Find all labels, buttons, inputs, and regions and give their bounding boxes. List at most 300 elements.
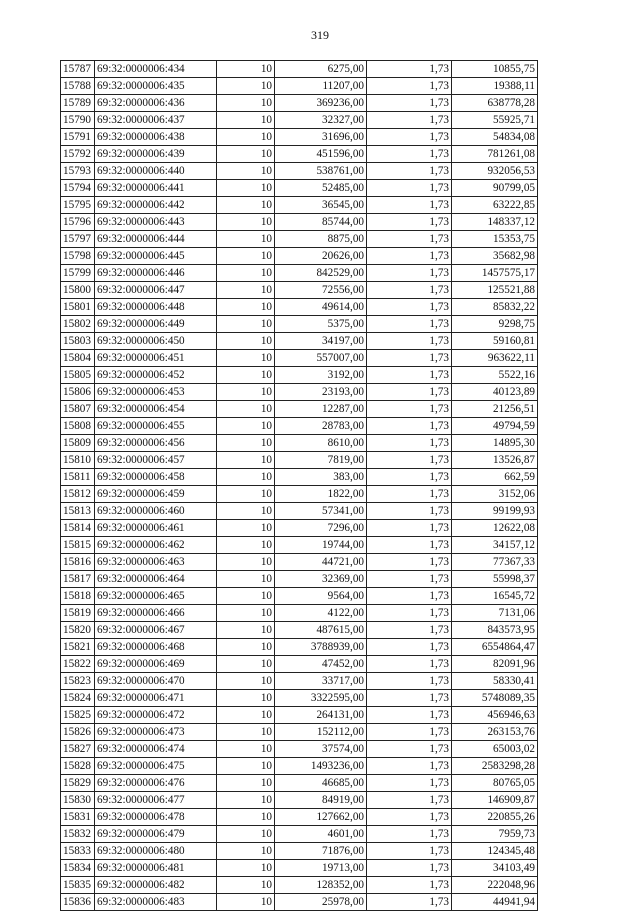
value-cell: 781261,08 <box>452 146 538 163</box>
page-number: 319 <box>311 28 329 42</box>
value-cell: 14895,30 <box>452 435 538 452</box>
rate-cell: 10 <box>217 656 275 673</box>
rate-cell: 10 <box>217 537 275 554</box>
cadastral-number-cell: 69:32:0000006:471 <box>95 690 217 707</box>
row-number-cell: 15835 <box>61 877 95 894</box>
area-cell: 19713,00 <box>275 860 367 877</box>
value-cell: 2583298,28 <box>452 758 538 775</box>
rate-cell: 10 <box>217 605 275 622</box>
area-cell: 383,00 <box>275 469 367 486</box>
rate-cell: 10 <box>217 384 275 401</box>
table-row <box>61 741 538 758</box>
row-number-cell: 15823 <box>61 673 95 690</box>
value-cell: 5522,16 <box>452 367 538 384</box>
table-row <box>61 622 538 639</box>
rate-cell: 10 <box>217 95 275 112</box>
table-row <box>61 826 538 843</box>
cadastral-number-cell: 69:32:0000006:461 <box>95 520 217 537</box>
coefficient-cell: 1,73 <box>367 418 452 435</box>
table-row <box>61 384 538 401</box>
cadastral-number-cell: 69:32:0000006:472 <box>95 707 217 724</box>
value-cell: 843573,95 <box>452 622 538 639</box>
rate-cell: 10 <box>217 707 275 724</box>
value-cell: 63222,85 <box>452 197 538 214</box>
area-cell: 4601,00 <box>275 826 367 843</box>
value-cell: 10855,75 <box>452 61 538 78</box>
area-cell: 842529,00 <box>275 265 367 282</box>
table-row <box>61 792 538 809</box>
row-number-cell: 15787 <box>61 61 95 78</box>
cadastral-number-cell: 69:32:0000006:481 <box>95 860 217 877</box>
cadastral-number-cell: 69:32:0000006:479 <box>95 826 217 843</box>
coefficient-cell: 1,73 <box>367 690 452 707</box>
row-number-cell: 15813 <box>61 503 95 520</box>
row-number-cell: 15788 <box>61 78 95 95</box>
coefficient-cell: 1,73 <box>367 401 452 418</box>
value-cell: 7959,73 <box>452 826 538 843</box>
row-number-cell: 15808 <box>61 418 95 435</box>
table-row <box>61 843 538 860</box>
cadastral-number-cell: 69:32:0000006:437 <box>95 112 217 129</box>
table-row <box>61 588 538 605</box>
area-cell: 85744,00 <box>275 214 367 231</box>
table-row <box>61 775 538 792</box>
rate-cell: 10 <box>217 588 275 605</box>
value-cell: 963622,11 <box>452 350 538 367</box>
value-cell: 34157,12 <box>452 537 538 554</box>
value-cell: 55925,71 <box>452 112 538 129</box>
row-number-cell: 15793 <box>61 163 95 180</box>
table-row <box>61 860 538 877</box>
rate-cell: 10 <box>217 860 275 877</box>
row-number-cell: 15828 <box>61 758 95 775</box>
row-number-cell: 15803 <box>61 333 95 350</box>
row-number-cell: 15797 <box>61 231 95 248</box>
rate-cell: 10 <box>217 571 275 588</box>
coefficient-cell: 1,73 <box>367 809 452 826</box>
value-cell: 7131,06 <box>452 605 538 622</box>
cadastral-number-cell: 69:32:0000006:464 <box>95 571 217 588</box>
cadastral-number-cell: 69:32:0000006:446 <box>95 265 217 282</box>
rate-cell: 10 <box>217 350 275 367</box>
cadastral-number-cell: 69:32:0000006:467 <box>95 622 217 639</box>
table-row <box>61 690 538 707</box>
value-cell: 15353,75 <box>452 231 538 248</box>
row-number-cell: 15802 <box>61 316 95 333</box>
cadastral-number-cell: 69:32:0000006:452 <box>95 367 217 384</box>
area-cell: 369236,00 <box>275 95 367 112</box>
row-number-cell: 15800 <box>61 282 95 299</box>
cadastral-number-cell: 69:32:0000006:455 <box>95 418 217 435</box>
row-number-cell: 15799 <box>61 265 95 282</box>
area-cell: 44721,00 <box>275 554 367 571</box>
rate-cell: 10 <box>217 333 275 350</box>
area-cell: 34197,00 <box>275 333 367 350</box>
row-number-cell: 15804 <box>61 350 95 367</box>
cadastral-number-cell: 69:32:0000006:468 <box>95 639 217 656</box>
rate-cell: 10 <box>217 197 275 214</box>
table-row <box>61 265 538 282</box>
cadastral-number-cell: 69:32:0000006:456 <box>95 435 217 452</box>
coefficient-cell: 1,73 <box>367 486 452 503</box>
rate-cell: 10 <box>217 520 275 537</box>
cadastral-number-cell: 69:32:0000006:482 <box>95 877 217 894</box>
coefficient-cell: 1,73 <box>367 350 452 367</box>
rate-cell: 10 <box>217 741 275 758</box>
table-row <box>61 129 538 146</box>
row-number-cell: 15836 <box>61 894 95 911</box>
row-number-cell: 15809 <box>61 435 95 452</box>
value-cell: 35682,98 <box>452 248 538 265</box>
row-number-cell: 15819 <box>61 605 95 622</box>
value-cell: 13526,87 <box>452 452 538 469</box>
table-row <box>61 95 538 112</box>
area-cell: 57341,00 <box>275 503 367 520</box>
rate-cell: 10 <box>217 503 275 520</box>
rate-cell: 10 <box>217 894 275 911</box>
area-cell: 32327,00 <box>275 112 367 129</box>
area-cell: 6275,00 <box>275 61 367 78</box>
area-cell: 37574,00 <box>275 741 367 758</box>
row-number-cell: 15796 <box>61 214 95 231</box>
coefficient-cell: 1,73 <box>367 180 452 197</box>
table-row <box>61 333 538 350</box>
area-cell: 1493236,00 <box>275 758 367 775</box>
value-cell: 9298,75 <box>452 316 538 333</box>
area-cell: 127662,00 <box>275 809 367 826</box>
value-cell: 12622,08 <box>452 520 538 537</box>
coefficient-cell: 1,73 <box>367 112 452 129</box>
table-row <box>61 61 538 78</box>
rate-cell: 10 <box>217 78 275 95</box>
rate-cell: 10 <box>217 775 275 792</box>
coefficient-cell: 1,73 <box>367 639 452 656</box>
value-cell: 58330,41 <box>452 673 538 690</box>
cadastral-number-cell: 69:32:0000006:474 <box>95 741 217 758</box>
rate-cell: 10 <box>217 690 275 707</box>
coefficient-cell: 1,73 <box>367 282 452 299</box>
table-row <box>61 639 538 656</box>
area-cell: 36545,00 <box>275 197 367 214</box>
table-row <box>61 231 538 248</box>
coefficient-cell: 1,73 <box>367 197 452 214</box>
rate-cell: 10 <box>217 61 275 78</box>
value-cell: 638778,28 <box>452 95 538 112</box>
row-number-cell: 15834 <box>61 860 95 877</box>
table-row <box>61 350 538 367</box>
area-cell: 264131,00 <box>275 707 367 724</box>
cadastral-number-cell: 69:32:0000006:435 <box>95 78 217 95</box>
row-number-cell: 15817 <box>61 571 95 588</box>
area-cell: 25978,00 <box>275 894 367 911</box>
area-cell: 557007,00 <box>275 350 367 367</box>
cadastral-number-cell: 69:32:0000006:444 <box>95 231 217 248</box>
rate-cell: 10 <box>217 554 275 571</box>
cadastral-number-cell: 69:32:0000006:441 <box>95 180 217 197</box>
coefficient-cell: 1,73 <box>367 894 452 911</box>
cadastral-number-cell: 69:32:0000006:448 <box>95 299 217 316</box>
area-cell: 3788939,00 <box>275 639 367 656</box>
cadastral-number-cell: 69:32:0000006:466 <box>95 605 217 622</box>
area-cell: 538761,00 <box>275 163 367 180</box>
rate-cell: 10 <box>217 214 275 231</box>
rate-cell: 10 <box>217 843 275 860</box>
row-number-cell: 15831 <box>61 809 95 826</box>
table-row <box>61 486 538 503</box>
table-row <box>61 571 538 588</box>
rate-cell: 10 <box>217 469 275 486</box>
area-cell: 128352,00 <box>275 877 367 894</box>
value-cell: 21256,51 <box>452 401 538 418</box>
rate-cell: 10 <box>217 316 275 333</box>
table-row <box>61 367 538 384</box>
rate-cell: 10 <box>217 367 275 384</box>
cadastral-number-cell: 69:32:0000006:476 <box>95 775 217 792</box>
rate-cell: 10 <box>217 418 275 435</box>
value-cell: 125521,88 <box>452 282 538 299</box>
coefficient-cell: 1,73 <box>367 758 452 775</box>
area-cell: 12287,00 <box>275 401 367 418</box>
cadastral-number-cell: 69:32:0000006:447 <box>95 282 217 299</box>
value-cell: 222048,96 <box>452 877 538 894</box>
row-number-cell: 15791 <box>61 129 95 146</box>
land-plot-table <box>60 60 538 911</box>
value-cell: 55998,37 <box>452 571 538 588</box>
row-number-cell: 15794 <box>61 180 95 197</box>
coefficient-cell: 1,73 <box>367 163 452 180</box>
cadastral-number-cell: 69:32:0000006:434 <box>95 61 217 78</box>
coefficient-cell: 1,73 <box>367 78 452 95</box>
coefficient-cell: 1,73 <box>367 316 452 333</box>
rate-cell: 10 <box>217 758 275 775</box>
rate-cell: 10 <box>217 401 275 418</box>
coefficient-cell: 1,73 <box>367 214 452 231</box>
table-row <box>61 673 538 690</box>
cadastral-number-cell: 69:32:0000006:451 <box>95 350 217 367</box>
row-number-cell: 15826 <box>61 724 95 741</box>
table-row <box>61 316 538 333</box>
table-row <box>61 248 538 265</box>
coefficient-cell: 1,73 <box>367 622 452 639</box>
value-cell: 1457575,17 <box>452 265 538 282</box>
area-cell: 71876,00 <box>275 843 367 860</box>
value-cell: 34103,49 <box>452 860 538 877</box>
cadastral-number-cell: 69:32:0000006:457 <box>95 452 217 469</box>
area-cell: 84919,00 <box>275 792 367 809</box>
table-row <box>61 656 538 673</box>
rate-cell: 10 <box>217 265 275 282</box>
row-number-cell: 15829 <box>61 775 95 792</box>
cadastral-number-cell: 69:32:0000006:436 <box>95 95 217 112</box>
coefficient-cell: 1,73 <box>367 775 452 792</box>
row-number-cell: 15820 <box>61 622 95 639</box>
value-cell: 80765,05 <box>452 775 538 792</box>
row-number-cell: 15833 <box>61 843 95 860</box>
cadastral-number-cell: 69:32:0000006:440 <box>95 163 217 180</box>
coefficient-cell: 1,73 <box>367 554 452 571</box>
coefficient-cell: 1,73 <box>367 384 452 401</box>
coefficient-cell: 1,73 <box>367 503 452 520</box>
area-cell: 3192,00 <box>275 367 367 384</box>
cadastral-number-cell: 69:32:0000006:477 <box>95 792 217 809</box>
coefficient-cell: 1,73 <box>367 61 452 78</box>
row-number-cell: 15806 <box>61 384 95 401</box>
area-cell: 7819,00 <box>275 452 367 469</box>
area-cell: 31696,00 <box>275 129 367 146</box>
rate-cell: 10 <box>217 163 275 180</box>
area-cell: 5375,00 <box>275 316 367 333</box>
cadastral-number-cell: 69:32:0000006:459 <box>95 486 217 503</box>
row-number-cell: 15795 <box>61 197 95 214</box>
coefficient-cell: 1,73 <box>367 231 452 248</box>
row-number-cell: 15812 <box>61 486 95 503</box>
value-cell: 82091,96 <box>452 656 538 673</box>
value-cell: 90799,05 <box>452 180 538 197</box>
cadastral-number-cell: 69:32:0000006:483 <box>95 894 217 911</box>
table-row <box>61 214 538 231</box>
row-number-cell: 15818 <box>61 588 95 605</box>
value-cell: 65003,02 <box>452 741 538 758</box>
table-row <box>61 180 538 197</box>
coefficient-cell: 1,73 <box>367 605 452 622</box>
table-row <box>61 605 538 622</box>
row-number-cell: 15798 <box>61 248 95 265</box>
table-row <box>61 758 538 775</box>
table-row <box>61 112 538 129</box>
coefficient-cell: 1,73 <box>367 877 452 894</box>
coefficient-cell: 1,73 <box>367 724 452 741</box>
value-cell: 124345,48 <box>452 843 538 860</box>
coefficient-cell: 1,73 <box>367 656 452 673</box>
area-cell: 32369,00 <box>275 571 367 588</box>
row-number-cell: 15822 <box>61 656 95 673</box>
table-row <box>61 197 538 214</box>
coefficient-cell: 1,73 <box>367 741 452 758</box>
area-cell: 4122,00 <box>275 605 367 622</box>
rate-cell: 10 <box>217 877 275 894</box>
cadastral-number-cell: 69:32:0000006:480 <box>95 843 217 860</box>
table-row <box>61 146 538 163</box>
rate-cell: 10 <box>217 299 275 316</box>
table-row <box>61 435 538 452</box>
row-number-cell: 15824 <box>61 690 95 707</box>
rate-cell: 10 <box>217 639 275 656</box>
cadastral-number-cell: 69:32:0000006:445 <box>95 248 217 265</box>
coefficient-cell: 1,73 <box>367 248 452 265</box>
table-row <box>61 537 538 554</box>
rate-cell: 10 <box>217 112 275 129</box>
value-cell: 99199,93 <box>452 503 538 520</box>
coefficient-cell: 1,73 <box>367 707 452 724</box>
coefficient-cell: 1,73 <box>367 452 452 469</box>
table-row <box>61 401 538 418</box>
coefficient-cell: 1,73 <box>367 265 452 282</box>
row-number-cell: 15789 <box>61 95 95 112</box>
row-number-cell: 15825 <box>61 707 95 724</box>
area-cell: 28783,00 <box>275 418 367 435</box>
area-cell: 1822,00 <box>275 486 367 503</box>
cadastral-number-cell: 69:32:0000006:438 <box>95 129 217 146</box>
rate-cell: 10 <box>217 282 275 299</box>
rate-cell: 10 <box>217 248 275 265</box>
area-cell: 451596,00 <box>275 146 367 163</box>
area-cell: 11207,00 <box>275 78 367 95</box>
cadastral-number-cell: 69:32:0000006:478 <box>95 809 217 826</box>
row-number-cell: 15811 <box>61 469 95 486</box>
coefficient-cell: 1,73 <box>367 367 452 384</box>
value-cell: 44941,94 <box>452 894 538 911</box>
rate-cell: 10 <box>217 809 275 826</box>
area-cell: 33717,00 <box>275 673 367 690</box>
row-number-cell: 15827 <box>61 741 95 758</box>
coefficient-cell: 1,73 <box>367 520 452 537</box>
coefficient-cell: 1,73 <box>367 435 452 452</box>
cadastral-number-cell: 69:32:0000006:450 <box>95 333 217 350</box>
cadastral-number-cell: 69:32:0000006:458 <box>95 469 217 486</box>
row-number-cell: 15807 <box>61 401 95 418</box>
table-row <box>61 282 538 299</box>
coefficient-cell: 1,73 <box>367 792 452 809</box>
area-cell: 46685,00 <box>275 775 367 792</box>
area-cell: 9564,00 <box>275 588 367 605</box>
rate-cell: 10 <box>217 826 275 843</box>
row-number-cell: 15792 <box>61 146 95 163</box>
row-number-cell: 15815 <box>61 537 95 554</box>
coefficient-cell: 1,73 <box>367 333 452 350</box>
coefficient-cell: 1,73 <box>367 469 452 486</box>
table-row <box>61 554 538 571</box>
rate-cell: 10 <box>217 792 275 809</box>
coefficient-cell: 1,73 <box>367 537 452 554</box>
coefficient-cell: 1,73 <box>367 299 452 316</box>
area-cell: 23193,00 <box>275 384 367 401</box>
value-cell: 54834,08 <box>452 129 538 146</box>
table-row <box>61 724 538 741</box>
row-number-cell: 15832 <box>61 826 95 843</box>
cadastral-number-cell: 69:32:0000006:449 <box>95 316 217 333</box>
row-number-cell: 15810 <box>61 452 95 469</box>
area-cell: 8875,00 <box>275 231 367 248</box>
table-row <box>61 707 538 724</box>
table-row <box>61 78 538 95</box>
cadastral-number-cell: 69:32:0000006:453 <box>95 384 217 401</box>
table-row <box>61 418 538 435</box>
rate-cell: 10 <box>217 622 275 639</box>
rate-cell: 10 <box>217 452 275 469</box>
rate-cell: 10 <box>217 486 275 503</box>
table-row <box>61 894 538 911</box>
area-cell: 52485,00 <box>275 180 367 197</box>
value-cell: 662,59 <box>452 469 538 486</box>
table-row <box>61 163 538 180</box>
value-cell: 148337,12 <box>452 214 538 231</box>
table-row <box>61 452 538 469</box>
value-cell: 932056,53 <box>452 163 538 180</box>
table-row <box>61 809 538 826</box>
rate-cell: 10 <box>217 146 275 163</box>
value-cell: 19388,11 <box>452 78 538 95</box>
coefficient-cell: 1,73 <box>367 146 452 163</box>
area-cell: 3322595,00 <box>275 690 367 707</box>
coefficient-cell: 1,73 <box>367 588 452 605</box>
cadastral-number-cell: 69:32:0000006:443 <box>95 214 217 231</box>
area-cell: 19744,00 <box>275 537 367 554</box>
coefficient-cell: 1,73 <box>367 826 452 843</box>
coefficient-cell: 1,73 <box>367 95 452 112</box>
value-cell: 77367,33 <box>452 554 538 571</box>
row-number-cell: 15814 <box>61 520 95 537</box>
table-row <box>61 503 538 520</box>
